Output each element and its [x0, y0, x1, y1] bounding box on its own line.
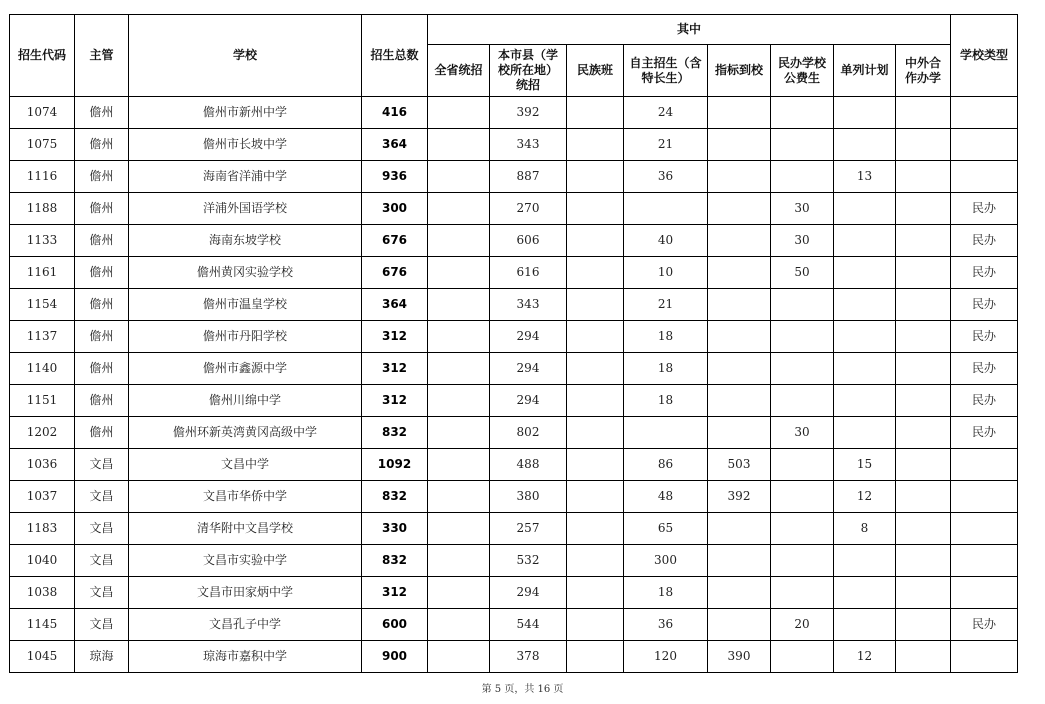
cell-private-public [771, 481, 834, 513]
cell-code: 1188 [10, 193, 75, 225]
cell-manager: 儋州 [75, 385, 129, 417]
cell-province [428, 609, 490, 641]
cell-independent: 300 [624, 545, 708, 577]
cell-local: 343 [490, 289, 567, 321]
cell-separate [834, 385, 896, 417]
cell-manager: 儋州 [75, 257, 129, 289]
cell-code: 1133 [10, 225, 75, 257]
cell-school-type [951, 97, 1018, 129]
cell-code: 1045 [10, 641, 75, 673]
header-private-public: 民办学校公费生 [771, 45, 834, 97]
cell-manager: 儋州 [75, 417, 129, 449]
cell-sino-foreign [896, 545, 951, 577]
cell-province [428, 641, 490, 673]
cell-ethnic [567, 545, 624, 577]
cell-private-public: 30 [771, 225, 834, 257]
cell-independent: 40 [624, 225, 708, 257]
table-row [10, 97, 1018, 129]
cell-code: 1037 [10, 481, 75, 513]
cell-total: 330 [362, 513, 428, 545]
cell-private-public: 20 [771, 609, 834, 641]
cell-code: 1145 [10, 609, 75, 641]
cell-school: 文昌中学 [129, 449, 362, 481]
cell-school: 清华附中文昌学校 [129, 513, 362, 545]
header-total: 招生总数 [362, 15, 428, 97]
cell-quota [708, 545, 771, 577]
cell-code: 1154 [10, 289, 75, 321]
cell-local: 378 [490, 641, 567, 673]
cell-total: 364 [362, 289, 428, 321]
table-row [10, 321, 1018, 353]
cell-quota [708, 193, 771, 225]
cell-province [428, 481, 490, 513]
cell-separate: 12 [834, 481, 896, 513]
header-sino-foreign: 中外合作办学 [896, 45, 951, 97]
cell-separate [834, 545, 896, 577]
cell-quota [708, 225, 771, 257]
cell-province [428, 353, 490, 385]
cell-school: 儋州市新州中学 [129, 97, 362, 129]
cell-quota [708, 577, 771, 609]
cell-quota [708, 129, 771, 161]
cell-ethnic [567, 161, 624, 193]
cell-total: 312 [362, 321, 428, 353]
cell-manager: 琼海 [75, 641, 129, 673]
cell-total: 312 [362, 353, 428, 385]
cell-sino-foreign [896, 321, 951, 353]
cell-manager: 文昌 [75, 513, 129, 545]
header-local: 本市县（学校所在地）统招 [490, 45, 567, 97]
cell-total: 312 [362, 577, 428, 609]
cell-province [428, 545, 490, 577]
cell-quota [708, 289, 771, 321]
header-code: 招生代码 [10, 15, 75, 97]
cell-private-public [771, 97, 834, 129]
cell-local: 257 [490, 513, 567, 545]
cell-private-public [771, 161, 834, 193]
cell-ethnic [567, 321, 624, 353]
cell-school-type [951, 545, 1018, 577]
cell-local: 606 [490, 225, 567, 257]
cell-code: 1036 [10, 449, 75, 481]
cell-local: 343 [490, 129, 567, 161]
cell-quota [708, 417, 771, 449]
cell-sino-foreign [896, 257, 951, 289]
cell-separate: 13 [834, 161, 896, 193]
cell-ethnic [567, 97, 624, 129]
page-footer: 第 5 页，共 16 页 [481, 684, 564, 695]
cell-quota [708, 353, 771, 385]
cell-school-type: 民办 [951, 193, 1018, 225]
cell-school-type: 民办 [951, 257, 1018, 289]
header-independent: 自主招生（含特长生） [624, 45, 708, 97]
cell-local: 887 [490, 161, 567, 193]
cell-school: 儋州黄冈实验学校 [129, 257, 362, 289]
cell-sino-foreign [896, 129, 951, 161]
cell-ethnic [567, 129, 624, 161]
cell-independent: 18 [624, 385, 708, 417]
cell-code: 1137 [10, 321, 75, 353]
table-row [10, 641, 1018, 673]
table-row [10, 257, 1018, 289]
cell-province [428, 129, 490, 161]
cell-private-public [771, 321, 834, 353]
cell-sino-foreign [896, 385, 951, 417]
cell-school: 儋州市长坡中学 [129, 129, 362, 161]
cell-sino-foreign [896, 449, 951, 481]
cell-sino-foreign [896, 609, 951, 641]
cell-sino-foreign [896, 289, 951, 321]
cell-private-public [771, 641, 834, 673]
cell-quota [708, 513, 771, 545]
cell-ethnic [567, 481, 624, 513]
cell-total: 676 [362, 257, 428, 289]
header-ethnic: 民族班 [567, 45, 624, 97]
table-row [10, 289, 1018, 321]
cell-school-type [951, 513, 1018, 545]
cell-local: 294 [490, 385, 567, 417]
cell-school: 儋州市丹阳学校 [129, 321, 362, 353]
cell-total: 936 [362, 161, 428, 193]
cell-school-type [951, 129, 1018, 161]
cell-school: 儋州市鑫源中学 [129, 353, 362, 385]
cell-province [428, 257, 490, 289]
cell-ethnic [567, 513, 624, 545]
cell-total: 832 [362, 417, 428, 449]
cell-province [428, 385, 490, 417]
cell-total: 312 [362, 385, 428, 417]
cell-separate [834, 417, 896, 449]
cell-independent: 120 [624, 641, 708, 673]
cell-separate [834, 129, 896, 161]
cell-manager: 文昌 [75, 577, 129, 609]
cell-province [428, 161, 490, 193]
cell-school-type [951, 641, 1018, 673]
cell-ethnic [567, 577, 624, 609]
cell-code: 1161 [10, 257, 75, 289]
table-row [10, 353, 1018, 385]
cell-manager: 文昌 [75, 545, 129, 577]
cell-school-type: 民办 [951, 417, 1018, 449]
cell-quota: 392 [708, 481, 771, 513]
cell-local: 802 [490, 417, 567, 449]
cell-local: 532 [490, 545, 567, 577]
cell-independent: 18 [624, 353, 708, 385]
cell-local: 294 [490, 577, 567, 609]
cell-school-type: 民办 [951, 225, 1018, 257]
cell-quota: 503 [708, 449, 771, 481]
table-row [10, 609, 1018, 641]
cell-code: 1202 [10, 417, 75, 449]
cell-school: 海南东坡学校 [129, 225, 362, 257]
cell-local: 488 [490, 449, 567, 481]
cell-total: 1092 [362, 449, 428, 481]
cell-code: 1151 [10, 385, 75, 417]
cell-independent: 21 [624, 129, 708, 161]
cell-school-type [951, 449, 1018, 481]
cell-ethnic [567, 609, 624, 641]
cell-independent: 18 [624, 321, 708, 353]
cell-province [428, 289, 490, 321]
cell-independent [624, 193, 708, 225]
cell-private-public: 30 [771, 417, 834, 449]
cell-manager: 文昌 [75, 481, 129, 513]
cell-quota [708, 161, 771, 193]
cell-province [428, 97, 490, 129]
cell-separate: 15 [834, 449, 896, 481]
header-separate: 单列计划 [834, 45, 896, 97]
cell-manager: 儋州 [75, 321, 129, 353]
cell-private-public [771, 449, 834, 481]
cell-ethnic [567, 193, 624, 225]
cell-sino-foreign [896, 193, 951, 225]
cell-separate [834, 353, 896, 385]
cell-quota [708, 609, 771, 641]
cell-manager: 儋州 [75, 289, 129, 321]
cell-manager: 儋州 [75, 225, 129, 257]
cell-ethnic [567, 641, 624, 673]
cell-school-type [951, 481, 1018, 513]
cell-manager: 儋州 [75, 97, 129, 129]
cell-ethnic [567, 257, 624, 289]
cell-code: 1183 [10, 513, 75, 545]
cell-private-public: 50 [771, 257, 834, 289]
cell-local: 270 [490, 193, 567, 225]
table-row [10, 161, 1018, 193]
cell-total: 364 [362, 129, 428, 161]
header-school-type: 学校类型 [951, 15, 1018, 97]
cell-school-type [951, 161, 1018, 193]
cell-manager: 文昌 [75, 449, 129, 481]
table-row [10, 513, 1018, 545]
cell-school-type: 民办 [951, 609, 1018, 641]
cell-ethnic [567, 385, 624, 417]
cell-school: 文昌市华侨中学 [129, 481, 362, 513]
table-row [10, 385, 1018, 417]
cell-province [428, 321, 490, 353]
cell-local: 294 [490, 321, 567, 353]
cell-code: 1040 [10, 545, 75, 577]
cell-separate [834, 97, 896, 129]
table-row [10, 129, 1018, 161]
cell-school-type: 民办 [951, 385, 1018, 417]
cell-local: 616 [490, 257, 567, 289]
header-manager: 主管 [75, 15, 129, 97]
cell-school: 海南省洋浦中学 [129, 161, 362, 193]
table-row [10, 225, 1018, 257]
header-group: 其中 [428, 15, 951, 45]
cell-manager: 儋州 [75, 353, 129, 385]
cell-quota [708, 321, 771, 353]
cell-separate [834, 321, 896, 353]
table-row [10, 417, 1018, 449]
cell-sino-foreign [896, 97, 951, 129]
cell-school: 儋州川绵中学 [129, 385, 362, 417]
cell-private-public [771, 577, 834, 609]
cell-separate: 12 [834, 641, 896, 673]
cell-province [428, 417, 490, 449]
cell-independent: 36 [624, 609, 708, 641]
cell-private-public [771, 289, 834, 321]
cell-school: 儋州环新英湾黄冈高级中学 [129, 417, 362, 449]
cell-total: 300 [362, 193, 428, 225]
cell-separate [834, 609, 896, 641]
cell-separate: 8 [834, 513, 896, 545]
cell-code: 1116 [10, 161, 75, 193]
cell-private-public [771, 385, 834, 417]
cell-total: 900 [362, 641, 428, 673]
cell-private-public [771, 513, 834, 545]
cell-local: 380 [490, 481, 567, 513]
cell-code: 1140 [10, 353, 75, 385]
cell-independent: 36 [624, 161, 708, 193]
table-row [10, 545, 1018, 577]
cell-sino-foreign [896, 417, 951, 449]
cell-separate [834, 289, 896, 321]
cell-school-type [951, 577, 1018, 609]
table-row [10, 577, 1018, 609]
cell-private-public [771, 129, 834, 161]
cell-quota: 390 [708, 641, 771, 673]
cell-ethnic [567, 289, 624, 321]
cell-school: 琼海市嘉积中学 [129, 641, 362, 673]
cell-total: 832 [362, 545, 428, 577]
cell-local: 392 [490, 97, 567, 129]
cell-independent: 86 [624, 449, 708, 481]
cell-private-public: 30 [771, 193, 834, 225]
cell-manager: 文昌 [75, 609, 129, 641]
cell-independent: 18 [624, 577, 708, 609]
cell-code: 1074 [10, 97, 75, 129]
cell-ethnic [567, 225, 624, 257]
cell-code: 1038 [10, 577, 75, 609]
cell-independent: 65 [624, 513, 708, 545]
cell-sino-foreign [896, 481, 951, 513]
cell-manager: 儋州 [75, 161, 129, 193]
cell-separate [834, 225, 896, 257]
cell-school-type: 民办 [951, 353, 1018, 385]
cell-sino-foreign [896, 513, 951, 545]
cell-local: 294 [490, 353, 567, 385]
cell-sino-foreign [896, 577, 951, 609]
cell-manager: 儋州 [75, 129, 129, 161]
cell-ethnic [567, 353, 624, 385]
table-row [10, 193, 1018, 225]
cell-independent: 48 [624, 481, 708, 513]
cell-sino-foreign [896, 225, 951, 257]
cell-ethnic [567, 449, 624, 481]
cell-province [428, 577, 490, 609]
cell-total: 600 [362, 609, 428, 641]
header-quota: 指标到校 [708, 45, 771, 97]
cell-quota [708, 97, 771, 129]
cell-sino-foreign [896, 353, 951, 385]
cell-private-public [771, 353, 834, 385]
cell-independent: 24 [624, 97, 708, 129]
cell-province [428, 513, 490, 545]
cell-total: 416 [362, 97, 428, 129]
cell-school: 儋州市温皇学校 [129, 289, 362, 321]
cell-quota [708, 257, 771, 289]
cell-total: 676 [362, 225, 428, 257]
cell-separate [834, 577, 896, 609]
cell-school: 洋浦外国语学校 [129, 193, 362, 225]
cell-code: 1075 [10, 129, 75, 161]
cell-ethnic [567, 417, 624, 449]
table-row [10, 481, 1018, 513]
cell-manager: 儋州 [75, 193, 129, 225]
cell-local: 544 [490, 609, 567, 641]
cell-province [428, 449, 490, 481]
cell-sino-foreign [896, 161, 951, 193]
cell-school: 文昌市实验中学 [129, 545, 362, 577]
cell-school: 文昌市田家炳中学 [129, 577, 362, 609]
cell-quota [708, 385, 771, 417]
cell-school-type: 民办 [951, 321, 1018, 353]
cell-independent [624, 417, 708, 449]
cell-independent: 10 [624, 257, 708, 289]
cell-school: 文昌孔子中学 [129, 609, 362, 641]
header-province: 全省统招 [428, 45, 490, 97]
cell-separate [834, 193, 896, 225]
cell-province [428, 225, 490, 257]
cell-independent: 21 [624, 289, 708, 321]
cell-total: 832 [362, 481, 428, 513]
cell-school-type: 民办 [951, 289, 1018, 321]
table-row [10, 449, 1018, 481]
cell-province [428, 193, 490, 225]
cell-private-public [771, 545, 834, 577]
cell-sino-foreign [896, 641, 951, 673]
header-school: 学校 [129, 15, 362, 97]
cell-separate [834, 257, 896, 289]
enrollment-table [9, 14, 1018, 673]
